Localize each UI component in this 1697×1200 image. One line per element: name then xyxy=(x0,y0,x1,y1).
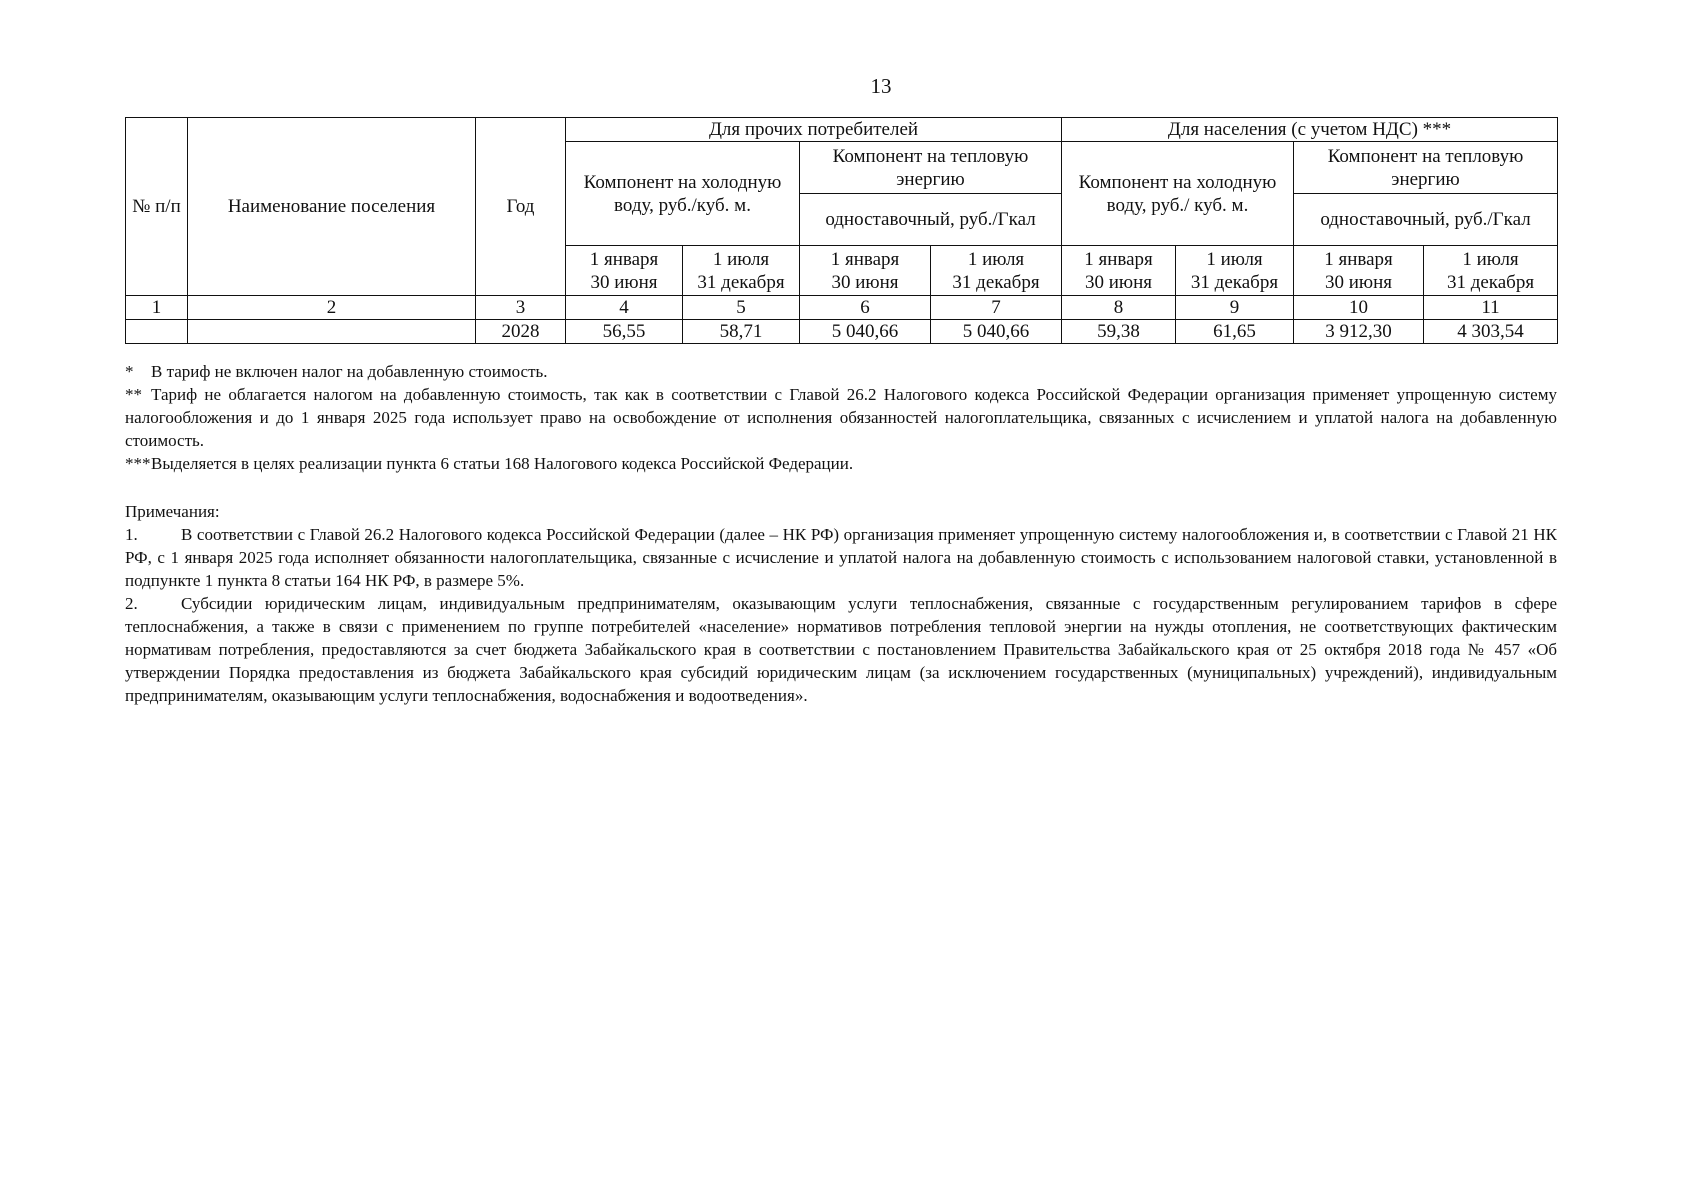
period-cell: 1 июля 31 декабря xyxy=(931,246,1062,296)
row-value: 3 912,30 xyxy=(1294,320,1424,344)
footnote: ***Выделяется в целях реализации пункта 6 статьи 168 Налогового кодекса Российской Федерации. xyxy=(125,454,854,473)
period-cell: 1 января 30 июня xyxy=(800,246,931,296)
row-value: 4 303,54 xyxy=(1424,320,1558,344)
column-number: 4 xyxy=(566,296,683,320)
header-num: № п/п xyxy=(126,118,188,296)
column-number: 2 xyxy=(188,296,476,320)
column-number: 7 xyxy=(931,296,1062,320)
notes-title: Примечания: xyxy=(125,502,220,521)
column-number: 3 xyxy=(476,296,566,320)
tariff-table xyxy=(125,117,1558,344)
period-cell: 1 июля 31 декабря xyxy=(1424,246,1558,296)
row-num xyxy=(126,320,188,344)
header-pop-cold-water: Компонент на холодную воду, руб./ куб. м. xyxy=(1062,142,1294,246)
header-settlement: Наименование поселения xyxy=(188,118,476,296)
period-cell: 1 января 30 июня xyxy=(1062,246,1176,296)
header-other-heat-sub: одноставочный, руб./Гкал xyxy=(800,194,1062,246)
period-cell: 1 января 30 июня xyxy=(566,246,683,296)
table-row xyxy=(126,320,1558,344)
footnotes xyxy=(125,360,1557,475)
column-number: 6 xyxy=(800,296,931,320)
header-pop-heat: Компонент на тепловую энергию xyxy=(1294,142,1558,194)
row-value: 5 040,66 xyxy=(800,320,931,344)
header-year: Год xyxy=(476,118,566,296)
notes-section xyxy=(125,500,1557,707)
column-number-row xyxy=(126,296,1558,320)
header-other-cold-water: Компонент на холодную воду, руб./куб. м. xyxy=(566,142,800,246)
period-cell: 1 января 30 июня xyxy=(1294,246,1424,296)
header-group-other: Для прочих потребителей xyxy=(566,118,1062,142)
row-settlement xyxy=(188,320,476,344)
header-pop-heat-sub: одноставочный, руб./Гкал xyxy=(1294,194,1558,246)
note-item: 1. В соответствии с Главой 26.2 Налогового кодекса Российской Федерации (далее – НК РФ) организация применяет упрощенную систему налогообложения и, в соответствии с Главой 21 НК РФ, с 1 января 2025 года исполняет обязанности налогоплательщика, связанные с исчисление и уплатой налога на добавленную стоимость с использованием налоговой ставки, установленной в подпункте 1 пункта 8 статьи 164 НК РФ, в размере 5%. xyxy=(125,525,1557,590)
note-item: 2. Субсидии юридическим лицам, индивидуальным предпринимателям, оказывающим услуги теплоснабжения, связанные с государственным регулированием тарифов в сфере теплоснабжения, а также в связи с применением по группе потребителей «население» нормативов потребления тепловой энергии на нужды отопления, не соответствующих фактическим нормативам потребления, предоставляются за счет бюджета Забайкальского края в соответствии с постановлением Правительства Забайкальского края от 25 октября 2018 года № 457 «Об утверждении Порядка предоставления из бюджета Забайкальского края субсидий юридическим лицам (за исключением государственных (муниципальных) учреждений), индивидуальным предпринимателям, оказывающим услуги теплоснабжения, водоснабжения и водоотведения». xyxy=(125,594,1557,705)
row-year: 2028 xyxy=(476,320,566,344)
header-group-population: Для населения (с учетом НДС) *** xyxy=(1062,118,1558,142)
column-number: 5 xyxy=(683,296,800,320)
period-cell: 1 июля 31 декабря xyxy=(1176,246,1294,296)
column-number: 8 xyxy=(1062,296,1176,320)
period-cell: 1 июля 31 декабря xyxy=(683,246,800,296)
row-value: 58,71 xyxy=(683,320,800,344)
page-number: 13 xyxy=(870,74,892,98)
footnote: * В тариф не включен налог на добавленную стоимость. xyxy=(125,362,548,381)
column-number: 9 xyxy=(1176,296,1294,320)
column-number: 1 xyxy=(126,296,188,320)
row-value: 61,65 xyxy=(1176,320,1294,344)
row-value: 59,38 xyxy=(1062,320,1176,344)
footnote: ** Тариф не облагается налогом на добавленную стоимость, так как в соответствии с Главой 26.2 Налогового кодекса Российской Федерации организация применяет упрощенную систему налогообложения и до 1 января 2025 года использует право на освобождение от исполнения обязанностей налогоплательщика, связанных с исчислением и уплатой налога на добавленную стоимость. xyxy=(125,385,1557,450)
column-number: 10 xyxy=(1294,296,1424,320)
row-value: 5 040,66 xyxy=(931,320,1062,344)
row-value: 56,55 xyxy=(566,320,683,344)
header-other-heat: Компонент на тепловую энергию xyxy=(800,142,1062,194)
column-number: 11 xyxy=(1424,296,1558,320)
